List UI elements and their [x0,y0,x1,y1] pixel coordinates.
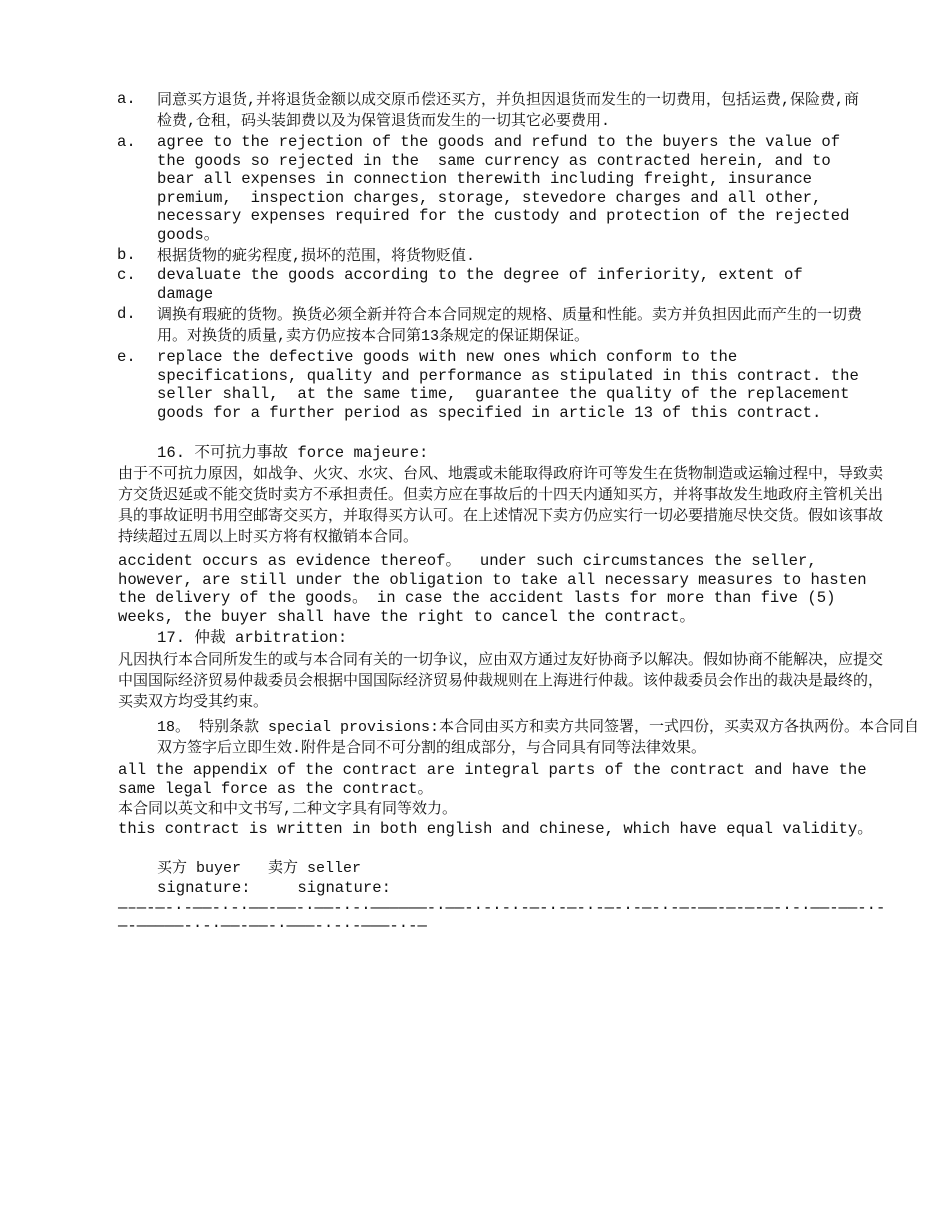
section-18-english-paragraph: all the appendix of the contract are integral parts of the contract and have the same legal force as the contract。 [118,761,876,798]
list-marker: b. [117,246,136,264]
language-clause-english: this contract is written in both english and chinese, which have equal validity。 [118,820,873,838]
section-17-heading: 17. 仲裁 arbitration: [157,629,348,647]
signature-parties-line: 买方 buyer 卖方 seller [157,860,362,877]
signature-label-line: signature: signature: [157,879,391,897]
section-17-chinese-paragraph: 凡因执行本合同所发生的或与本合同有关的一切争议，应由双方通过友好协商予以解决。假如协商不能解决，应提交中国国际经济贸易仲裁委员会根据中国国际经济贸易仲裁规则在上海进行仲裁。该仲裁委员会作出的裁决是最终的，买卖双方均受其约束。 [118,652,884,711]
list-item-text: devaluate the goods according to the degree of inferiority, extent of damage [157,266,813,303]
list-item-text: 同意买方退货,并将退货金额以成交原币偿还买方，并负担因退货而发生的一切费用，包括运费,保险费,商检费,仓租，码头装卸费以及为保管退货而发生的一切其它必要费用. [157,92,860,130]
section-16-chinese-paragraph: 由于不可抗力原因，如战争、火灾、水灾、台风、地震或未能取得政府许可等发生在货物制造或运输过程中，导致卖方交货迟延或不能交货时卖方不承担责任。但卖方应在事故后的十四天内通知买方，并将事故发生地政府主管机关出具的事故证明书用空邮寄交买方，并取得买方认可。在上述情况下卖方仍应实行一切必要措施尽快交货。假如该事故持续超过五周以上时买方将有权撤销本合同。 [118,466,884,546]
list-marker: a. [117,133,136,151]
section-16-heading: 16. 不可抗力事故 force majeure: [157,444,429,462]
list-item-text: 调换有瑕疵的货物。换货必须全新并符合本合同规定的规格、质量和性能。卖方并负担因此而产生的一切费用。对换货的质量,卖方仍应按本合同第13条规定的保证期保证。 [157,307,863,345]
list-item-text: agree to the rejection of the goods and refund to the buyers the value of the goods so rejected in the same currency as contracted herein, and to bear all expenses in connection therewith including freight, insurance premium, inspection charges, storage, stevedore charges and all other, necessary expenses required for the custody and protection of the rejected goods。 [157,133,859,244]
list-marker: e. [117,348,136,366]
section-16-english-paragraph: accident occurs as evidence thereof。 under such circumstances the seller, however, are still under the obligation to take all necessary measures to hasten the delivery of the goods。 in case the accident lasts for more than five (5) weeks, the buyer shall have the right to cancel the contract。 [118,552,876,626]
scanned-divider-line: —–—-—-·-——-·-·——-——-·——-·-·——————-·——-·-·-·-—-·-—-·-—-·-—-·-—-——-—-—-—-·-·——-——-·-—-—————-·-·——-——-·———-·-·-———-·-— [118,899,886,935]
section-18-paragraph: 18。 特别条款 special provisions:本合同由买方和卖方共同签署，一式四份，买卖双方各执两份。本合同自双方签字后立即生效.附件是合同不可分割的组成部分，与合同具有同等法律效果。 [157,719,920,757]
list-marker: a. [117,90,136,108]
list-item-text: replace the defective goods with new ones which conform to the specifications, quality and performance as stipulated in this contract. the seller shall, at the same time, guarantee the quality of the replacement goods for a further period as specified in article 13 of this contract. [157,348,869,422]
list-marker: c. [117,266,136,284]
language-clause-chinese: 本合同以英文和中文书写,二种文字具有同等效力。 [118,801,458,818]
list-item-text: 根据货物的疵劣程度,损坏的范围，将货物贬值. [157,248,476,265]
list-marker: d. [117,305,136,323]
